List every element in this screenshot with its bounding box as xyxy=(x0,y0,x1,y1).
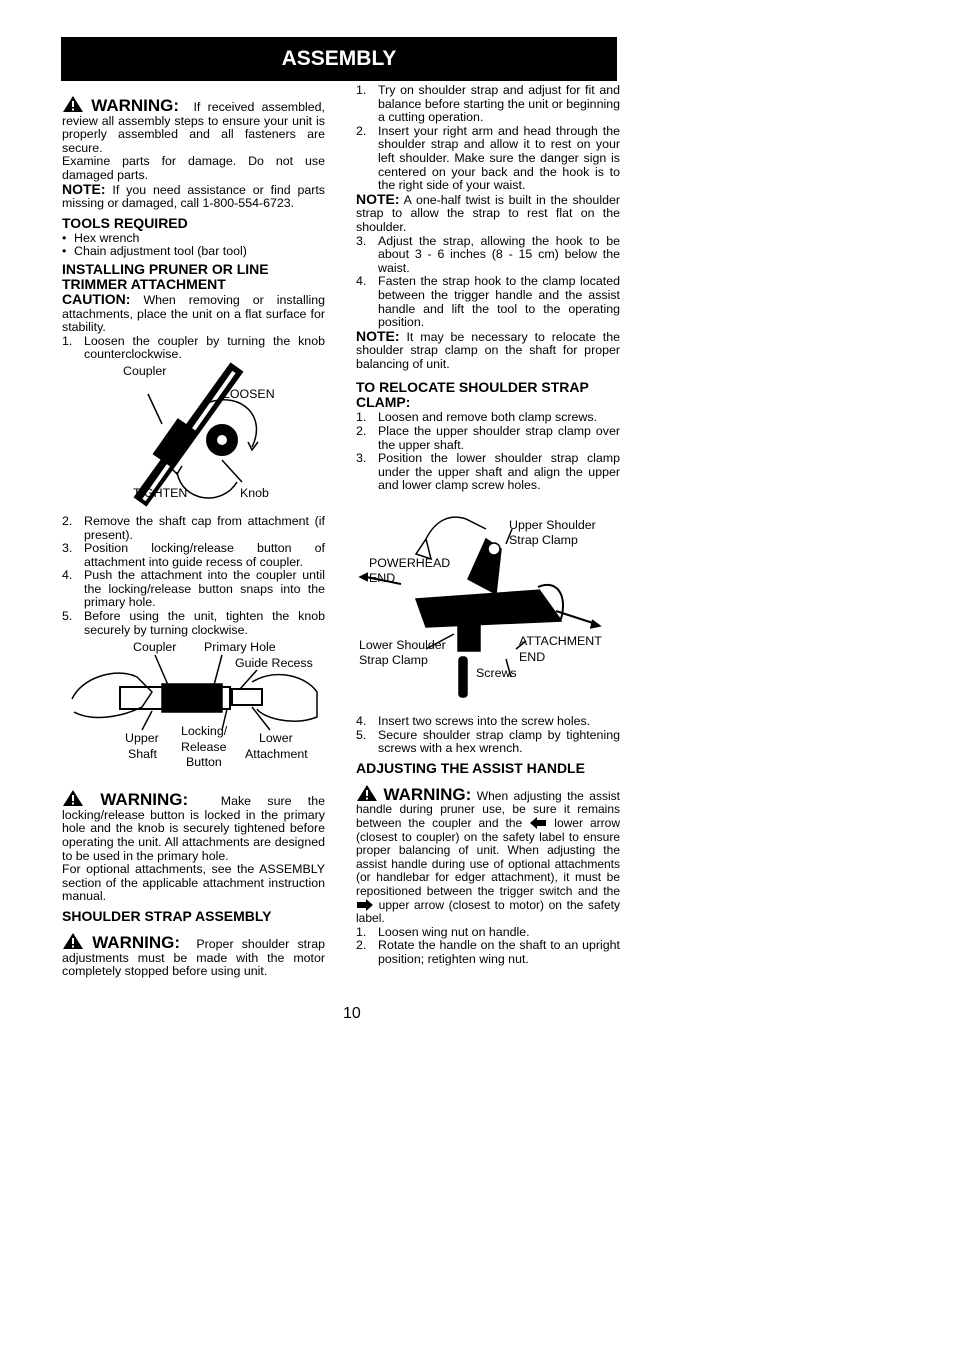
step-number: 1. xyxy=(356,410,367,425)
step-text: Position locking/release button of attachment into guide recess of coupler. xyxy=(84,541,325,569)
tighten-label: TIGHTEN xyxy=(133,485,188,500)
step-number: 2. xyxy=(356,938,367,953)
warning-shoulder xyxy=(62,932,325,979)
list-item xyxy=(356,452,620,493)
bullet: • xyxy=(62,230,67,245)
powerhead-label-1: POWERHEAD xyxy=(369,556,451,571)
list-item xyxy=(356,939,620,966)
coupler-knob-figure xyxy=(62,362,325,512)
guide-recess-label: Guide Recess xyxy=(235,656,313,671)
step-number: 2. xyxy=(356,424,367,439)
optional-attachments-text: For optional attachments, see the ASSEMBLY section of the applicable attachment instruction manual. xyxy=(62,862,325,904)
locking-label-2: Release xyxy=(181,740,227,755)
note-text: It may be necessary to relocate the shoulder strap clamp on the shaft for proper balancing of unit. xyxy=(356,329,621,371)
assist-handle-steps xyxy=(356,926,620,967)
warning-triangle-icon xyxy=(62,932,84,950)
step-number: 3. xyxy=(356,451,367,466)
relocate-heading: TO RELOCATE SHOULDER STRAP CLAMP: xyxy=(356,379,589,411)
warning-text: upper arrow (closest to motor) on the safety label. xyxy=(356,897,620,926)
list-item xyxy=(62,515,325,542)
list-item xyxy=(356,275,620,329)
list-item xyxy=(62,245,325,259)
caution-text xyxy=(62,290,325,335)
upper-shaft-label-2: Shaft xyxy=(128,747,157,762)
screws-label: Screws xyxy=(476,666,517,681)
step-text: Loosen the coupler by turning the knob counterclockwise. xyxy=(84,333,325,362)
strap-clamp-figure xyxy=(356,499,620,709)
list-item xyxy=(356,125,620,193)
step-number: 5. xyxy=(356,727,367,742)
step-number: 4. xyxy=(356,714,367,729)
step-text: Rotate the handle on the shaft to an upright position; retighten wing nut. xyxy=(378,938,620,966)
left-column xyxy=(62,95,325,979)
list-item xyxy=(356,715,620,729)
step-text: Before using the unit, tighten the knob securely by turning clockwise. xyxy=(84,609,325,637)
warning-assist-handle xyxy=(356,784,620,926)
attachment-end-label-1: ATTACHMENT xyxy=(519,634,602,649)
step-text: Remove the shaft cap from attachment (if present). xyxy=(84,513,325,542)
knob-label: Knob xyxy=(240,485,269,500)
strap-steps-1-2 xyxy=(356,84,620,193)
note-label: NOTE: xyxy=(62,180,106,197)
step-text: Place the upper shoulder strap clamp over the upper shaft. xyxy=(378,424,620,452)
warning-triangle-icon xyxy=(62,95,84,113)
note-label: NOTE: xyxy=(356,190,400,207)
relocate-steps xyxy=(356,411,620,493)
step-text: Loosen and remove both clamp screws. xyxy=(378,410,598,425)
upper-clamp-label-2: Strap Clamp xyxy=(509,533,578,548)
step-text: Adjust the strap, allowing the hook to be about 3 - 6 inches (8 - 15 cm) below the waist. xyxy=(378,233,620,275)
assist-handle-heading: ADJUSTING THE ASSIST HANDLE xyxy=(356,759,585,776)
list-item xyxy=(62,569,325,610)
lower-clamp-label-2: Strap Clamp xyxy=(359,653,428,668)
warning-text: When adjusting the assist handle during pruner use, be sure it remains between the coupler and the xyxy=(356,788,620,830)
warning-triangle-icon xyxy=(356,784,378,802)
lower-clamp-label-1: Lower Shoulder xyxy=(359,638,446,653)
list-item xyxy=(356,926,620,940)
warning-text: Proper shoulder strap adjustments must be made with the motor completely stopped before using unit. xyxy=(62,937,325,979)
step-number: 3. xyxy=(356,233,367,248)
locking-label-1: Locking/ xyxy=(181,724,228,739)
caution-body: When removing or installing attachments, place the unit on a flat surface for stability. xyxy=(62,292,325,335)
clamp-steps-4-5 xyxy=(356,715,620,756)
right-arrow-icon xyxy=(356,899,374,911)
page-number: 10 xyxy=(343,1005,361,1022)
warning-text: If received assembled, review all assembly steps to ensure your unit is properly assembled and all fasteners are secure. xyxy=(62,100,325,155)
install-steps-2-5 xyxy=(62,515,325,637)
right-column xyxy=(356,84,620,967)
step-text: Insert your right arm and head through the shoulder strap and allow it to rest on your left shoulder. Make sure the danger sign is centered on your back and the hook is to the right side of your waist. xyxy=(378,123,620,193)
powerhead-label-2: END xyxy=(369,571,396,586)
list-item xyxy=(62,542,325,569)
step-number: 1. xyxy=(356,924,367,939)
upper-shaft-label-1: Upper xyxy=(125,731,159,746)
step-text: Secure shoulder strap clamp by tightening screws with a hex wrench. xyxy=(378,727,620,756)
primary-hole-label: Primary Hole xyxy=(204,640,276,655)
list-item xyxy=(62,232,325,246)
tool-item: Hex wrench xyxy=(74,230,140,245)
strap-steps-3-4 xyxy=(356,235,620,330)
left-arrow-icon xyxy=(529,817,547,829)
warning-text: Make sure the locking/release button is locked in the primary hole and the knob is securely tightened before operating the unit. All attachments are designed to be used in the primary hole. xyxy=(62,794,326,863)
step-number: 3. xyxy=(62,541,73,556)
list-item xyxy=(356,729,620,756)
coupler-knob-illustration xyxy=(62,362,325,512)
step-number: 1. xyxy=(62,333,73,348)
note-text: If you need assistance or find parts missing or damaged, call 1-800-554-6723. xyxy=(62,182,325,211)
tools-heading: TOOLS REQUIRED xyxy=(62,214,188,231)
coupler-label: Coupler xyxy=(123,363,167,378)
list-item xyxy=(356,84,620,125)
examine-text: Examine parts for damage. Do not use damaged parts. xyxy=(62,154,325,182)
loosen-label: LOOSEN xyxy=(223,386,275,401)
step-number: 4. xyxy=(62,568,73,583)
note-label: NOTE: xyxy=(356,327,400,344)
attachment-end-label-2: END xyxy=(519,650,546,665)
note-assistance xyxy=(62,180,325,211)
lower-attachment-label-2: Attachment xyxy=(245,747,308,762)
tool-item: Chain adjustment tool (bar tool) xyxy=(74,244,247,259)
step-number: 2. xyxy=(356,123,367,138)
bullet: • xyxy=(62,244,67,259)
warning-label: WARNING: xyxy=(91,96,180,115)
lower-attachment-label-1: Lower xyxy=(259,731,293,746)
step-text: Insert two screws into the screw holes. xyxy=(378,714,591,729)
upper-clamp-label-1: Upper Shoulder xyxy=(509,518,596,533)
list-item xyxy=(62,610,325,637)
step-text: Loosen wing nut on handle. xyxy=(378,924,530,939)
note-relocate xyxy=(356,327,621,372)
warning-triangle-icon xyxy=(62,789,84,807)
warning-assembled xyxy=(62,95,325,155)
step-number: 5. xyxy=(62,609,73,624)
note-text: A one-half twist is built in the shoulder strap to allow the strap to rest flat on the shoulder. xyxy=(356,192,620,234)
list-item xyxy=(356,425,620,452)
step-number: 2. xyxy=(62,513,73,528)
note-twist xyxy=(356,190,620,235)
step-text: Push the attachment into the coupler until the locking/release button snaps into the primary hole. xyxy=(84,568,325,610)
warning-label: WARNING: xyxy=(383,784,472,804)
coupler-label: Coupler xyxy=(133,640,177,655)
warning-label: WARNING: xyxy=(92,933,181,952)
warning-text: lower arrow (closest to coupler) on the safety label to ensure proper balancing of unit. When adjusting the assist handle during use of optional attachments (or handlebar for edger attachment), it must be repositioned between the trigger switch and the xyxy=(356,816,620,898)
locking-label-3: Button xyxy=(186,755,222,770)
caution-label: CAUTION: xyxy=(62,290,131,307)
list-item xyxy=(356,411,620,425)
attachment-coupler-figure xyxy=(62,637,325,779)
step-text: Try on shoulder strap and adjust for fit and balance before starting the unit or beginning a cutting operation. xyxy=(378,83,620,125)
step-text: Position the lower shoulder strap clamp under the upper shaft and align the upper and lower clamp screw holes. xyxy=(378,451,620,493)
shoulder-strap-heading: SHOULDER STRAP ASSEMBLY xyxy=(62,908,272,924)
install-heading: INSTALLING PRUNER OR LINE TRIMMER ATTACHMENT xyxy=(62,260,269,292)
step-number: 1. xyxy=(356,83,367,97)
list-item xyxy=(62,335,325,362)
list-item xyxy=(356,235,620,276)
warning-locking xyxy=(62,789,325,863)
tools-list xyxy=(62,232,325,259)
section-banner: ASSEMBLY xyxy=(61,37,617,81)
warning-label: WARNING: xyxy=(100,790,189,810)
install-step-1 xyxy=(62,335,325,362)
step-number: 4. xyxy=(356,274,367,289)
step-text: Fasten the strap hook to the clamp located between the trigger handle and the assist handle and lift the tool to the operating position. xyxy=(378,274,620,330)
